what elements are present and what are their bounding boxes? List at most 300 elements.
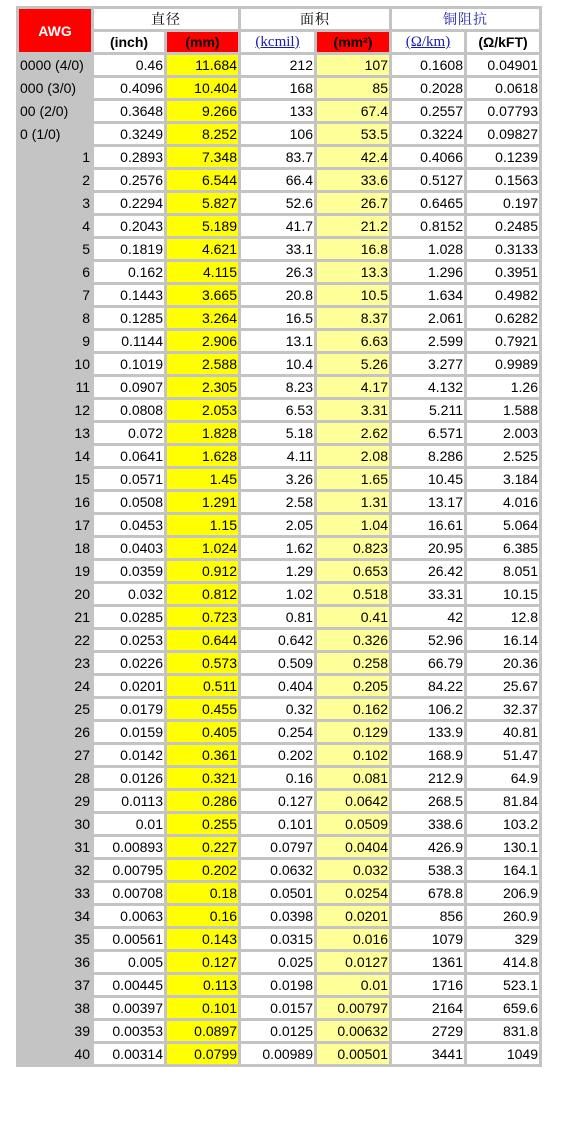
awg-gauge-cell: 33 xyxy=(19,883,91,903)
diameter-inch-cell: 0.00893 xyxy=(94,837,164,857)
awg-gauge-cell: 00 (2/0) xyxy=(19,101,91,121)
resistance-ohm-km-cell: 4.132 xyxy=(392,377,464,397)
diameter-mm-cell: 0.455 xyxy=(167,699,238,719)
resistance-ohm-kft-cell: 0.07793 xyxy=(467,101,539,121)
diameter-inch-cell: 0.0063 xyxy=(94,906,164,926)
area-kcmil-cell: 0.0398 xyxy=(241,906,314,926)
diameter-inch-cell: 0.162 xyxy=(94,262,164,282)
table-row xyxy=(19,1021,539,1041)
diameter-mm-cell: 0.202 xyxy=(167,860,238,880)
area-mm2-cell: 0.326 xyxy=(317,630,389,650)
table-row xyxy=(19,607,539,627)
resistance-ohm-km-cell: 3441 xyxy=(392,1044,464,1064)
table-row xyxy=(19,722,539,742)
unit-mm-header: (mm) xyxy=(167,32,238,52)
resistance-ohm-kft-cell: 103.2 xyxy=(467,814,539,834)
diameter-mm-cell: 6.544 xyxy=(167,170,238,190)
diameter-inch-cell: 0.0159 xyxy=(94,722,164,742)
table-row xyxy=(19,446,539,466)
resistance-ohm-kft-cell: 16.14 xyxy=(467,630,539,650)
table-row xyxy=(19,469,539,489)
awg-gauge-cell: 35 xyxy=(19,929,91,949)
resistance-ohm-km-cell: 13.17 xyxy=(392,492,464,512)
area-mm2-cell: 6.63 xyxy=(317,331,389,351)
resistance-ohm-kft-cell: 40.81 xyxy=(467,722,539,742)
area-kcmil-cell: 0.101 xyxy=(241,814,314,834)
resistance-ohm-km-cell: 10.45 xyxy=(392,469,464,489)
resistance-ohm-km-cell: 538.3 xyxy=(392,860,464,880)
resistance-ohm-km-cell: 1.028 xyxy=(392,239,464,259)
diameter-mm-cell: 1.628 xyxy=(167,446,238,466)
area-mm2-cell: 0.258 xyxy=(317,653,389,673)
area-kcmil-cell: 1.29 xyxy=(241,561,314,581)
area-mm2-cell: 0.032 xyxy=(317,860,389,880)
table-row xyxy=(19,55,539,75)
diameter-mm-cell: 2.305 xyxy=(167,377,238,397)
area-kcmil-cell: 20.8 xyxy=(241,285,314,305)
resistance-ohm-km-cell: 856 xyxy=(392,906,464,926)
diameter-mm-cell: 0.227 xyxy=(167,837,238,857)
diameter-mm-cell: 0.255 xyxy=(167,814,238,834)
resistance-ohm-kft-cell: 0.3133 xyxy=(467,239,539,259)
awg-gauge-cell: 22 xyxy=(19,630,91,650)
diameter-inch-cell: 0.00353 xyxy=(94,1021,164,1041)
area-kcmil-cell: 5.18 xyxy=(241,423,314,443)
resistance-ohm-kft-cell: 1.26 xyxy=(467,377,539,397)
diameter-mm-cell: 9.266 xyxy=(167,101,238,121)
awg-gauge-cell: 27 xyxy=(19,745,91,765)
diameter-mm-cell: 0.16 xyxy=(167,906,238,926)
diameter-inch-cell: 0.032 xyxy=(94,584,164,604)
table-row xyxy=(19,929,539,949)
diameter-inch-cell: 0.0907 xyxy=(94,377,164,397)
diameter-mm-cell: 0.511 xyxy=(167,676,238,696)
area-group-header: 面积 xyxy=(241,9,389,29)
diameter-mm-cell: 7.348 xyxy=(167,147,238,167)
area-mm2-cell: 0.162 xyxy=(317,699,389,719)
area-kcmil-cell: 0.642 xyxy=(241,630,314,650)
table-row xyxy=(19,124,539,144)
resistance-ohm-km-cell: 212.9 xyxy=(392,768,464,788)
table-row xyxy=(19,538,539,558)
resistance-ohm-kft-cell: 0.4982 xyxy=(467,285,539,305)
diameter-inch-cell: 0.0253 xyxy=(94,630,164,650)
resistance-ohm-km-cell: 2.061 xyxy=(392,308,464,328)
area-kcmil-cell: 0.0125 xyxy=(241,1021,314,1041)
table-row xyxy=(19,952,539,972)
awg-gauge-cell: 37 xyxy=(19,975,91,995)
table-row xyxy=(19,147,539,167)
table-row xyxy=(19,561,539,581)
awg-gauge-cell: 0 (1/0) xyxy=(19,124,91,144)
diameter-mm-cell: 5.189 xyxy=(167,216,238,236)
area-kcmil-cell: 0.025 xyxy=(241,952,314,972)
awg-header: AWG xyxy=(19,9,91,52)
diameter-mm-cell: 11.684 xyxy=(167,55,238,75)
awg-gauge-cell: 11 xyxy=(19,377,91,397)
table-row xyxy=(19,975,539,995)
awg-gauge-cell: 19 xyxy=(19,561,91,581)
resistance-ohm-kft-cell: 1049 xyxy=(467,1044,539,1064)
area-mm2-cell: 2.08 xyxy=(317,446,389,466)
table-row xyxy=(19,354,539,374)
diameter-mm-cell: 8.252 xyxy=(167,124,238,144)
resistance-ohm-km-cell: 0.6465 xyxy=(392,193,464,213)
area-kcmil-cell: 10.4 xyxy=(241,354,314,374)
area-kcmil-cell: 0.0198 xyxy=(241,975,314,995)
awg-gauge-cell: 12 xyxy=(19,400,91,420)
resistance-ohm-km-cell: 2729 xyxy=(392,1021,464,1041)
area-kcmil-cell: 0.16 xyxy=(241,768,314,788)
area-mm2-cell: 0.41 xyxy=(317,607,389,627)
area-kcmil-cell: 0.0797 xyxy=(241,837,314,857)
area-kcmil-cell: 0.0315 xyxy=(241,929,314,949)
diameter-inch-cell: 0.2294 xyxy=(94,193,164,213)
resistance-ohm-kft-cell: 0.04901 xyxy=(467,55,539,75)
awg-gauge-cell: 13 xyxy=(19,423,91,443)
table-row xyxy=(19,676,539,696)
diameter-inch-cell: 0.1819 xyxy=(94,239,164,259)
resistance-ohm-kft-cell: 130.1 xyxy=(467,837,539,857)
diameter-mm-cell: 1.45 xyxy=(167,469,238,489)
diameter-inch-cell: 0.2043 xyxy=(94,216,164,236)
resistance-ohm-kft-cell: 523.1 xyxy=(467,975,539,995)
area-kcmil-cell: 0.202 xyxy=(241,745,314,765)
diameter-inch-cell: 0.0808 xyxy=(94,400,164,420)
awg-gauge-cell: 15 xyxy=(19,469,91,489)
diameter-inch-cell: 0.0142 xyxy=(94,745,164,765)
diameter-mm-cell: 0.101 xyxy=(167,998,238,1018)
table-row xyxy=(19,193,539,213)
area-kcmil-cell: 41.7 xyxy=(241,216,314,236)
diameter-mm-cell: 4.621 xyxy=(167,239,238,259)
diameter-mm-cell: 3.264 xyxy=(167,308,238,328)
resistance-ohm-km-cell: 133.9 xyxy=(392,722,464,742)
resistance-ohm-kft-cell: 2.003 xyxy=(467,423,539,443)
area-kcmil-cell: 0.0157 xyxy=(241,998,314,1018)
diameter-inch-cell: 0.3648 xyxy=(94,101,164,121)
resistance-ohm-kft-cell: 329 xyxy=(467,929,539,949)
resistance-ohm-kft-cell: 20.36 xyxy=(467,653,539,673)
table-row xyxy=(19,216,539,236)
area-mm2-cell: 1.31 xyxy=(317,492,389,512)
diameter-inch-cell: 0.00445 xyxy=(94,975,164,995)
table-row xyxy=(19,78,539,98)
resistance-ohm-kft-cell: 8.051 xyxy=(467,561,539,581)
area-kcmil-cell: 52.6 xyxy=(241,193,314,213)
diameter-inch-cell: 0.0126 xyxy=(94,768,164,788)
awg-gauge-cell: 000 (3/0) xyxy=(19,78,91,98)
awg-gauge-cell: 4 xyxy=(19,216,91,236)
area-mm2-cell: 21.2 xyxy=(317,216,389,236)
area-mm2-cell: 85 xyxy=(317,78,389,98)
resistance-ohm-kft-cell: 6.385 xyxy=(467,538,539,558)
table-row xyxy=(19,308,539,328)
resistance-ohm-km-cell: 8.286 xyxy=(392,446,464,466)
diameter-inch-cell: 0.1443 xyxy=(94,285,164,305)
diameter-inch-cell: 0.072 xyxy=(94,423,164,443)
diameter-inch-cell: 0.0179 xyxy=(94,699,164,719)
diameter-mm-cell: 1.15 xyxy=(167,515,238,535)
resistance-ohm-kft-cell: 0.9989 xyxy=(467,354,539,374)
resistance-ohm-kft-cell: 3.184 xyxy=(467,469,539,489)
awg-gauge-cell: 0000 (4/0) xyxy=(19,55,91,75)
resistance-ohm-kft-cell: 0.197 xyxy=(467,193,539,213)
area-kcmil-cell: 13.1 xyxy=(241,331,314,351)
area-mm2-cell: 0.129 xyxy=(317,722,389,742)
area-mm2-cell: 4.17 xyxy=(317,377,389,397)
table-row xyxy=(19,699,539,719)
resistance-ohm-kft-cell: 0.7921 xyxy=(467,331,539,351)
area-kcmil-cell: 2.05 xyxy=(241,515,314,535)
resistance-ohm-km-cell: 0.4066 xyxy=(392,147,464,167)
table-row xyxy=(19,998,539,1018)
diameter-inch-cell: 0.0641 xyxy=(94,446,164,466)
diameter-inch-cell: 0.0453 xyxy=(94,515,164,535)
resistance-ohm-kft-cell: 0.2485 xyxy=(467,216,539,236)
resistance-ohm-km-cell: 426.9 xyxy=(392,837,464,857)
diameter-mm-cell: 0.723 xyxy=(167,607,238,627)
resistance-ohm-kft-cell: 2.525 xyxy=(467,446,539,466)
diameter-inch-cell: 0.0201 xyxy=(94,676,164,696)
resistance-ohm-kft-cell: 831.8 xyxy=(467,1021,539,1041)
diameter-inch-cell: 0.0285 xyxy=(94,607,164,627)
resistance-ohm-km-cell: 0.2028 xyxy=(392,78,464,98)
resistance-ohm-kft-cell: 10.15 xyxy=(467,584,539,604)
awg-gauge-cell: 21 xyxy=(19,607,91,627)
area-kcmil-cell: 0.81 xyxy=(241,607,314,627)
resistance-ohm-km-cell: 678.8 xyxy=(392,883,464,903)
unit-ohm-kft-header: (Ω/kFT) xyxy=(467,32,539,52)
table-row xyxy=(19,331,539,351)
table-header xyxy=(19,9,539,52)
diameter-mm-cell: 0.573 xyxy=(167,653,238,673)
diameter-inch-cell: 0.0571 xyxy=(94,469,164,489)
diameter-inch-cell: 0.3249 xyxy=(94,124,164,144)
area-mm2-cell: 0.00501 xyxy=(317,1044,389,1064)
resistance-ohm-km-cell: 338.6 xyxy=(392,814,464,834)
resistance-ohm-km-cell: 26.42 xyxy=(392,561,464,581)
diameter-inch-cell: 0.01 xyxy=(94,814,164,834)
awg-gauge-cell: 28 xyxy=(19,768,91,788)
awg-gauge-cell: 30 xyxy=(19,814,91,834)
diameter-mm-cell: 2.588 xyxy=(167,354,238,374)
table-row xyxy=(19,492,539,512)
area-mm2-cell: 0.0201 xyxy=(317,906,389,926)
resistance-ohm-km-cell: 3.277 xyxy=(392,354,464,374)
diameter-mm-cell: 0.113 xyxy=(167,975,238,995)
area-kcmil-cell: 212 xyxy=(241,55,314,75)
awg-gauge-cell: 6 xyxy=(19,262,91,282)
unit-kcmil-link[interactable]: (kcmil) xyxy=(241,32,314,52)
area-mm2-cell: 0.0509 xyxy=(317,814,389,834)
area-kcmil-cell: 0.404 xyxy=(241,676,314,696)
area-mm2-cell: 107 xyxy=(317,55,389,75)
diameter-mm-cell: 0.405 xyxy=(167,722,238,742)
diameter-inch-cell: 0.00708 xyxy=(94,883,164,903)
awg-gauge-cell: 10 xyxy=(19,354,91,374)
unit-ohm-km-link[interactable]: (Ω/km) xyxy=(392,32,464,52)
area-mm2-cell: 13.3 xyxy=(317,262,389,282)
resistance-ohm-kft-cell: 0.6282 xyxy=(467,308,539,328)
diameter-mm-cell: 2.053 xyxy=(167,400,238,420)
diameter-inch-cell: 0.0113 xyxy=(94,791,164,811)
diameter-mm-cell: 0.286 xyxy=(167,791,238,811)
diameter-mm-cell: 2.906 xyxy=(167,331,238,351)
area-kcmil-cell: 0.0501 xyxy=(241,883,314,903)
table-row xyxy=(19,814,539,834)
area-kcmil-cell: 0.32 xyxy=(241,699,314,719)
resistance-ohm-km-cell: 268.5 xyxy=(392,791,464,811)
resistance-ohm-kft-cell: 81.84 xyxy=(467,791,539,811)
table-row xyxy=(19,584,539,604)
diameter-group-header: 直径 xyxy=(94,9,238,29)
diameter-inch-cell: 0.0226 xyxy=(94,653,164,673)
area-mm2-cell: 0.0642 xyxy=(317,791,389,811)
awg-gauge-cell: 5 xyxy=(19,239,91,259)
resistance-ohm-kft-cell: 0.3951 xyxy=(467,262,539,282)
diameter-inch-cell: 0.0403 xyxy=(94,538,164,558)
area-mm2-cell: 42.4 xyxy=(317,147,389,167)
table-row xyxy=(19,860,539,880)
area-mm2-cell: 0.0404 xyxy=(317,837,389,857)
table-row xyxy=(19,400,539,420)
area-mm2-cell: 0.00632 xyxy=(317,1021,389,1041)
area-kcmil-cell: 6.53 xyxy=(241,400,314,420)
area-mm2-cell: 2.62 xyxy=(317,423,389,443)
resistance-ohm-kft-cell: 64.9 xyxy=(467,768,539,788)
area-mm2-cell: 0.102 xyxy=(317,745,389,765)
resistance-ohm-kft-cell: 32.37 xyxy=(467,699,539,719)
area-kcmil-cell: 133 xyxy=(241,101,314,121)
area-kcmil-cell: 3.26 xyxy=(241,469,314,489)
awg-gauge-cell: 39 xyxy=(19,1021,91,1041)
diameter-mm-cell: 0.361 xyxy=(167,745,238,765)
awg-gauge-cell: 3 xyxy=(19,193,91,213)
area-mm2-cell: 0.653 xyxy=(317,561,389,581)
awg-gauge-cell: 23 xyxy=(19,653,91,673)
resistance-ohm-kft-cell: 25.67 xyxy=(467,676,539,696)
table-row xyxy=(19,653,539,673)
area-mm2-cell: 1.65 xyxy=(317,469,389,489)
diameter-inch-cell: 0.2576 xyxy=(94,170,164,190)
resistance-ohm-km-cell: 33.31 xyxy=(392,584,464,604)
awg-gauge-cell: 34 xyxy=(19,906,91,926)
table-row xyxy=(19,239,539,259)
table-row xyxy=(19,630,539,650)
resistance-ohm-kft-cell: 260.9 xyxy=(467,906,539,926)
area-mm2-cell: 0.0254 xyxy=(317,883,389,903)
resistance-ohm-km-cell: 1.296 xyxy=(392,262,464,282)
resistance-ohm-kft-cell: 51.47 xyxy=(467,745,539,765)
diameter-inch-cell: 0.00397 xyxy=(94,998,164,1018)
awg-gauge-cell: 9 xyxy=(19,331,91,351)
header-group-row xyxy=(19,9,539,29)
awg-gauge-cell: 36 xyxy=(19,952,91,972)
area-mm2-cell: 53.5 xyxy=(317,124,389,144)
area-kcmil-cell: 168 xyxy=(241,78,314,98)
resistance-ohm-km-cell: 1079 xyxy=(392,929,464,949)
area-mm2-cell: 5.26 xyxy=(317,354,389,374)
area-kcmil-cell: 106 xyxy=(241,124,314,144)
area-mm2-cell: 1.04 xyxy=(317,515,389,535)
area-mm2-cell: 0.01 xyxy=(317,975,389,995)
area-mm2-cell: 0.0127 xyxy=(317,952,389,972)
awg-gauge-cell: 7 xyxy=(19,285,91,305)
diameter-inch-cell: 0.1144 xyxy=(94,331,164,351)
awg-gauge-cell: 2 xyxy=(19,170,91,190)
area-mm2-cell: 3.31 xyxy=(317,400,389,420)
area-mm2-cell: 0.823 xyxy=(317,538,389,558)
resistance-ohm-km-cell: 1361 xyxy=(392,952,464,972)
diameter-inch-cell: 0.00561 xyxy=(94,929,164,949)
resistance-ohm-km-cell: 2.599 xyxy=(392,331,464,351)
area-kcmil-cell: 33.1 xyxy=(241,239,314,259)
table-row xyxy=(19,883,539,903)
diameter-inch-cell: 0.1019 xyxy=(94,354,164,374)
awg-gauge-cell: 29 xyxy=(19,791,91,811)
area-mm2-cell: 26.7 xyxy=(317,193,389,213)
resistance-ohm-km-cell: 168.9 xyxy=(392,745,464,765)
diameter-inch-cell: 0.46 xyxy=(94,55,164,75)
area-mm2-cell: 0.016 xyxy=(317,929,389,949)
resistance-ohm-km-cell: 0.5127 xyxy=(392,170,464,190)
area-kcmil-cell: 2.58 xyxy=(241,492,314,512)
area-kcmil-cell: 8.23 xyxy=(241,377,314,397)
resistance-ohm-kft-cell: 0.1563 xyxy=(467,170,539,190)
area-mm2-cell: 0.205 xyxy=(317,676,389,696)
awg-gauge-cell: 1 xyxy=(19,147,91,167)
unit-mm2-header: (mm²) xyxy=(317,32,389,52)
table-row xyxy=(19,515,539,535)
resistance-ohm-kft-cell: 12.8 xyxy=(467,607,539,627)
table-row xyxy=(19,377,539,397)
area-mm2-cell: 0.081 xyxy=(317,768,389,788)
diameter-inch-cell: 0.0359 xyxy=(94,561,164,581)
awg-gauge-cell: 24 xyxy=(19,676,91,696)
diameter-mm-cell: 0.912 xyxy=(167,561,238,581)
area-kcmil-cell: 66.4 xyxy=(241,170,314,190)
area-kcmil-cell: 0.509 xyxy=(241,653,314,673)
diameter-mm-cell: 1.291 xyxy=(167,492,238,512)
area-mm2-cell: 10.5 xyxy=(317,285,389,305)
table-row xyxy=(19,262,539,282)
diameter-inch-cell: 0.2893 xyxy=(94,147,164,167)
diameter-inch-cell: 0.005 xyxy=(94,952,164,972)
diameter-inch-cell: 0.4096 xyxy=(94,78,164,98)
resistance-ohm-km-cell: 42 xyxy=(392,607,464,627)
resistance-ohm-kft-cell: 659.6 xyxy=(467,998,539,1018)
diameter-inch-cell: 0.00314 xyxy=(94,1044,164,1064)
area-kcmil-cell: 0.127 xyxy=(241,791,314,811)
resistance-ohm-kft-cell: 0.0618 xyxy=(467,78,539,98)
resistance-ohm-km-cell: 1716 xyxy=(392,975,464,995)
area-kcmil-cell: 1.62 xyxy=(241,538,314,558)
resistance-group-header: 铜阻抗 xyxy=(392,9,539,29)
area-mm2-cell: 33.6 xyxy=(317,170,389,190)
diameter-mm-cell: 0.0897 xyxy=(167,1021,238,1041)
resistance-ohm-km-cell: 106.2 xyxy=(392,699,464,719)
resistance-ohm-kft-cell: 414.8 xyxy=(467,952,539,972)
resistance-ohm-kft-cell: 0.1239 xyxy=(467,147,539,167)
area-kcmil-cell: 26.3 xyxy=(241,262,314,282)
area-kcmil-cell: 83.7 xyxy=(241,147,314,167)
awg-gauge-cell: 32 xyxy=(19,860,91,880)
table-row xyxy=(19,745,539,765)
awg-gauge-cell: 18 xyxy=(19,538,91,558)
diameter-mm-cell: 0.321 xyxy=(167,768,238,788)
diameter-mm-cell: 1.024 xyxy=(167,538,238,558)
